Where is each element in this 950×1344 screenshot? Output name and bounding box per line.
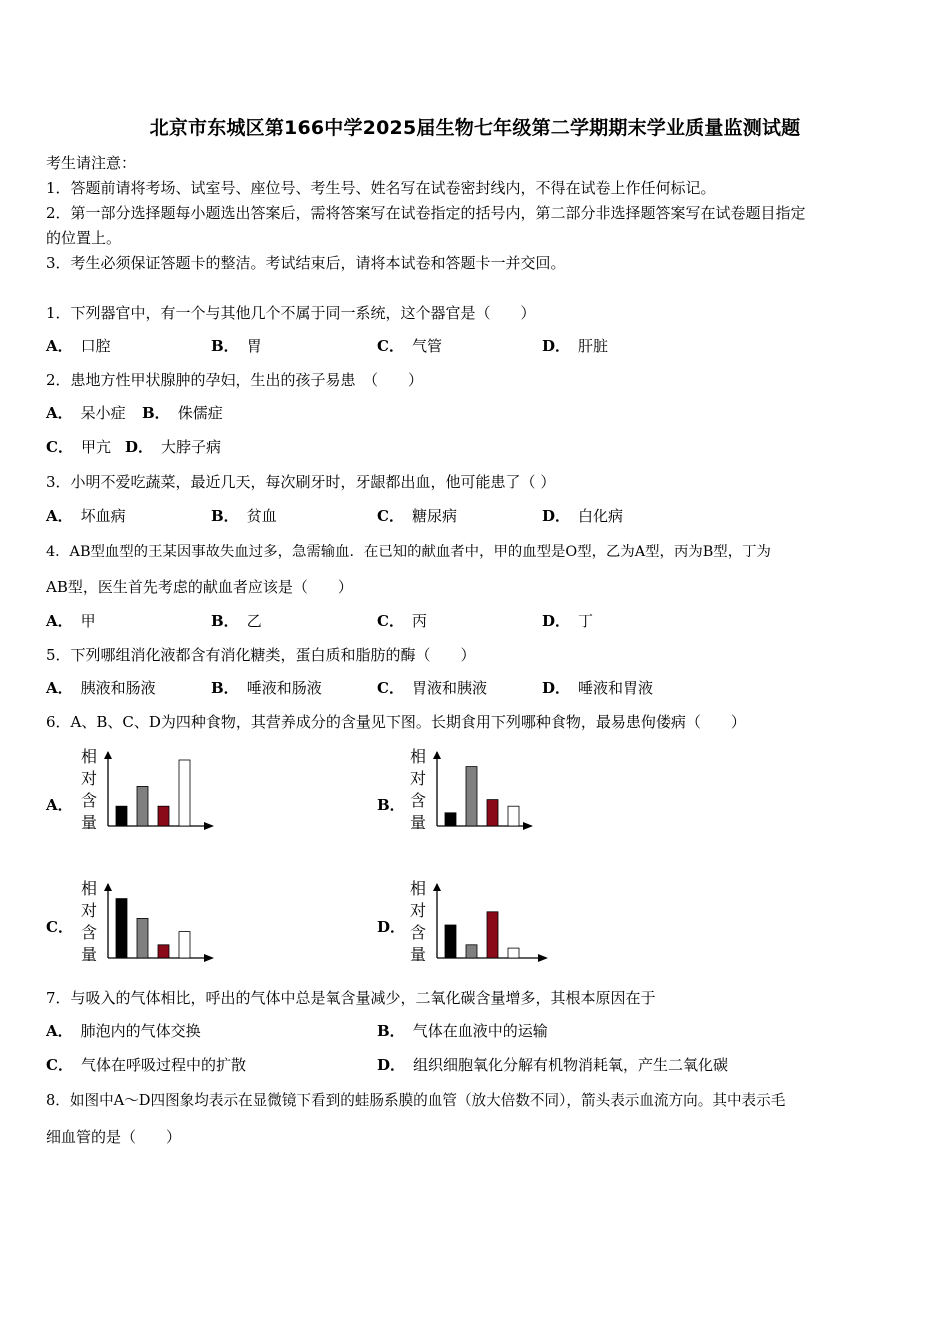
chart-c-bar-3 (158, 945, 169, 958)
y-axis-label-char: 相 (410, 879, 427, 898)
bar-chart-c (78, 878, 218, 970)
chart-d-bar-1 (445, 925, 456, 958)
q7-option-d: D． 组织细胞氧化分解有机物消耗氧，产生二氧化碳 (377, 1056, 729, 1074)
y-axis-arrow (104, 883, 112, 891)
chart-c-label: C． (46, 918, 73, 936)
question-4-stem-cont: AB型，医生首先考虑的献血者应该是（ ） (46, 578, 353, 596)
notice-item: 1．答题前请将考场、试室号、座位号、考生号、姓名写在试卷密封线内，不得在试卷上作任何标记。 (46, 179, 716, 197)
question-8-stem-cont: 细血管的是（ ） (46, 1128, 182, 1146)
y-axis-label-char: 量 (81, 813, 98, 832)
q2-option-c: C． 甲亢 (46, 438, 111, 456)
y-axis-label-char: 对 (410, 901, 427, 920)
q5-option-d: D． 唾液和胃液 (542, 679, 654, 697)
y-axis-arrow (433, 751, 441, 759)
chart-b-label: B． (377, 796, 405, 814)
y-axis-label-char: 量 (410, 945, 427, 964)
q3-option-c: C． 糖尿病 (377, 507, 457, 525)
y-axis-label-char: 含 (410, 791, 427, 810)
q5-option-a: A． 胰液和肠液 (46, 679, 156, 697)
chart-a-bar-3 (158, 806, 169, 826)
y-axis-arrow (104, 751, 112, 759)
x-axis-arrow (204, 954, 214, 962)
question-6-stem: 6．A、B、C、D为四种食物，其营养成分的含量见下图。长期食用下列哪种食物，最易患佝偻病（ ） (46, 713, 746, 731)
notice-heading: 考生请注意： (46, 154, 137, 172)
notice-item: 3．考生必须保证答题卡的整洁。考试结束后，请将本试卷和答题卡一并交回。 (46, 254, 566, 272)
question-8-stem: 8．如图中A～D四图象均表示在显微镜下看到的蛙肠系膜的血管（放大倍数不同），箭头表示血流方向。其中表示毛 (46, 1092, 786, 1109)
chart-c-bar-2 (137, 918, 148, 958)
y-axis-label-char: 含 (81, 923, 98, 942)
page-title: 北京市东城区第166中学2025届生物七年级第二学期期末学业质量监测试题 (149, 117, 801, 139)
chart-b-bar-2 (466, 767, 477, 826)
y-axis-label-char: 相 (410, 747, 427, 766)
q2-option-a: A． 呆小症 (46, 404, 126, 422)
chart-a-bar-4 (179, 760, 190, 826)
chart-c-bar-4 (179, 932, 190, 958)
q3-option-b: B． 贫血 (211, 507, 277, 525)
y-axis-label-char: 对 (81, 901, 98, 920)
chart-a-label: A． (46, 796, 73, 814)
chart-c-bar-1 (116, 899, 127, 958)
y-axis-label-char: 相 (81, 747, 98, 766)
y-axis-label-char: 含 (410, 923, 427, 942)
q7-option-b: B． 气体在血液中的运输 (377, 1022, 548, 1040)
x-axis-arrow (204, 822, 214, 830)
chart-b-bar-3 (487, 800, 498, 826)
x-axis-arrow (523, 822, 533, 830)
q4-option-b: B． 乙 (211, 612, 262, 630)
y-axis-label-char: 对 (81, 769, 98, 788)
q3-option-d: D． 白化病 (542, 507, 624, 525)
q7-option-c: C． 气体在呼吸过程中的扩散 (46, 1056, 246, 1074)
x-axis-arrow (538, 954, 548, 962)
q1-option-d: D． 肝脏 (542, 337, 609, 355)
bar-chart-a (78, 746, 218, 838)
notice-item: 的位置上。 (46, 229, 122, 247)
question-4-stem: 4．AB型血型的王某因事故失血过多，急需输血．在已知的献血者中，甲的血型是O型，乙为A型，丙为B型，丁为 (46, 544, 771, 560)
chart-a-bar-1 (116, 806, 127, 826)
q5-option-b: B． 唾液和肠液 (211, 679, 322, 697)
chart-d-bar-3 (487, 912, 498, 958)
q1-option-b: B． 胃 (211, 337, 262, 355)
chart-b-bar-1 (445, 813, 456, 826)
q1-option-c: C． 气管 (377, 337, 442, 355)
q1-option-a: A． 口腔 (46, 337, 111, 355)
chart-d-label: D． (377, 918, 406, 936)
chart-b-bar-4 (508, 806, 519, 826)
q4-option-a: A． 甲 (46, 612, 96, 630)
q4-option-d: D． 丁 (542, 612, 594, 630)
y-axis-label-char: 含 (81, 791, 98, 810)
chart-a-bar-2 (137, 786, 148, 826)
q3-option-a: A． 坏血病 (46, 507, 126, 525)
question-1-stem: 1．下列器官中，有一个与其他几个不属于同一系统，这个器官是（ ） (46, 304, 536, 322)
y-axis-label-char: 量 (81, 945, 98, 964)
question-7-stem: 7．与吸入的气体相比，呼出的气体中总是氧含量减少，二氧化碳含量增多，其根本原因在于 (46, 989, 656, 1007)
question-5-stem: 5．下列哪组消化液都含有消化糖类，蛋白质和脂肪的酶（ ） (46, 646, 476, 664)
q5-option-c: C． 胃液和胰液 (377, 679, 487, 697)
q7-option-a: A． 肺泡内的气体交换 (46, 1022, 201, 1040)
notice-item: 2．第一部分选择题每小题选出答案后，需将答案写在试卷指定的括号内，第二部分非选择题答案写在试卷题目指定 (46, 204, 806, 222)
bar-chart-d (407, 878, 552, 970)
q4-option-c: C． 丙 (377, 612, 427, 630)
chart-d-bar-4 (508, 948, 519, 958)
y-axis-arrow (433, 883, 441, 891)
bar-chart-b (407, 746, 537, 838)
question-3-stem: 3．小明不爱吃蔬菜，最近几天，每次刷牙时，牙龈都出血，他可能患了（ ） (46, 473, 556, 491)
question-2-stem: 2．患地方性甲状腺肿的孕妇，生出的孩子易患 （ ） (46, 371, 424, 389)
y-axis-label-char: 对 (410, 769, 427, 788)
q2-option-d: D． 大脖子病 (125, 438, 222, 456)
y-axis-label-char: 量 (410, 813, 427, 832)
chart-d-bar-2 (466, 945, 477, 958)
y-axis-label-char: 相 (81, 879, 98, 898)
q2-option-b: B． 侏儒症 (142, 404, 223, 422)
